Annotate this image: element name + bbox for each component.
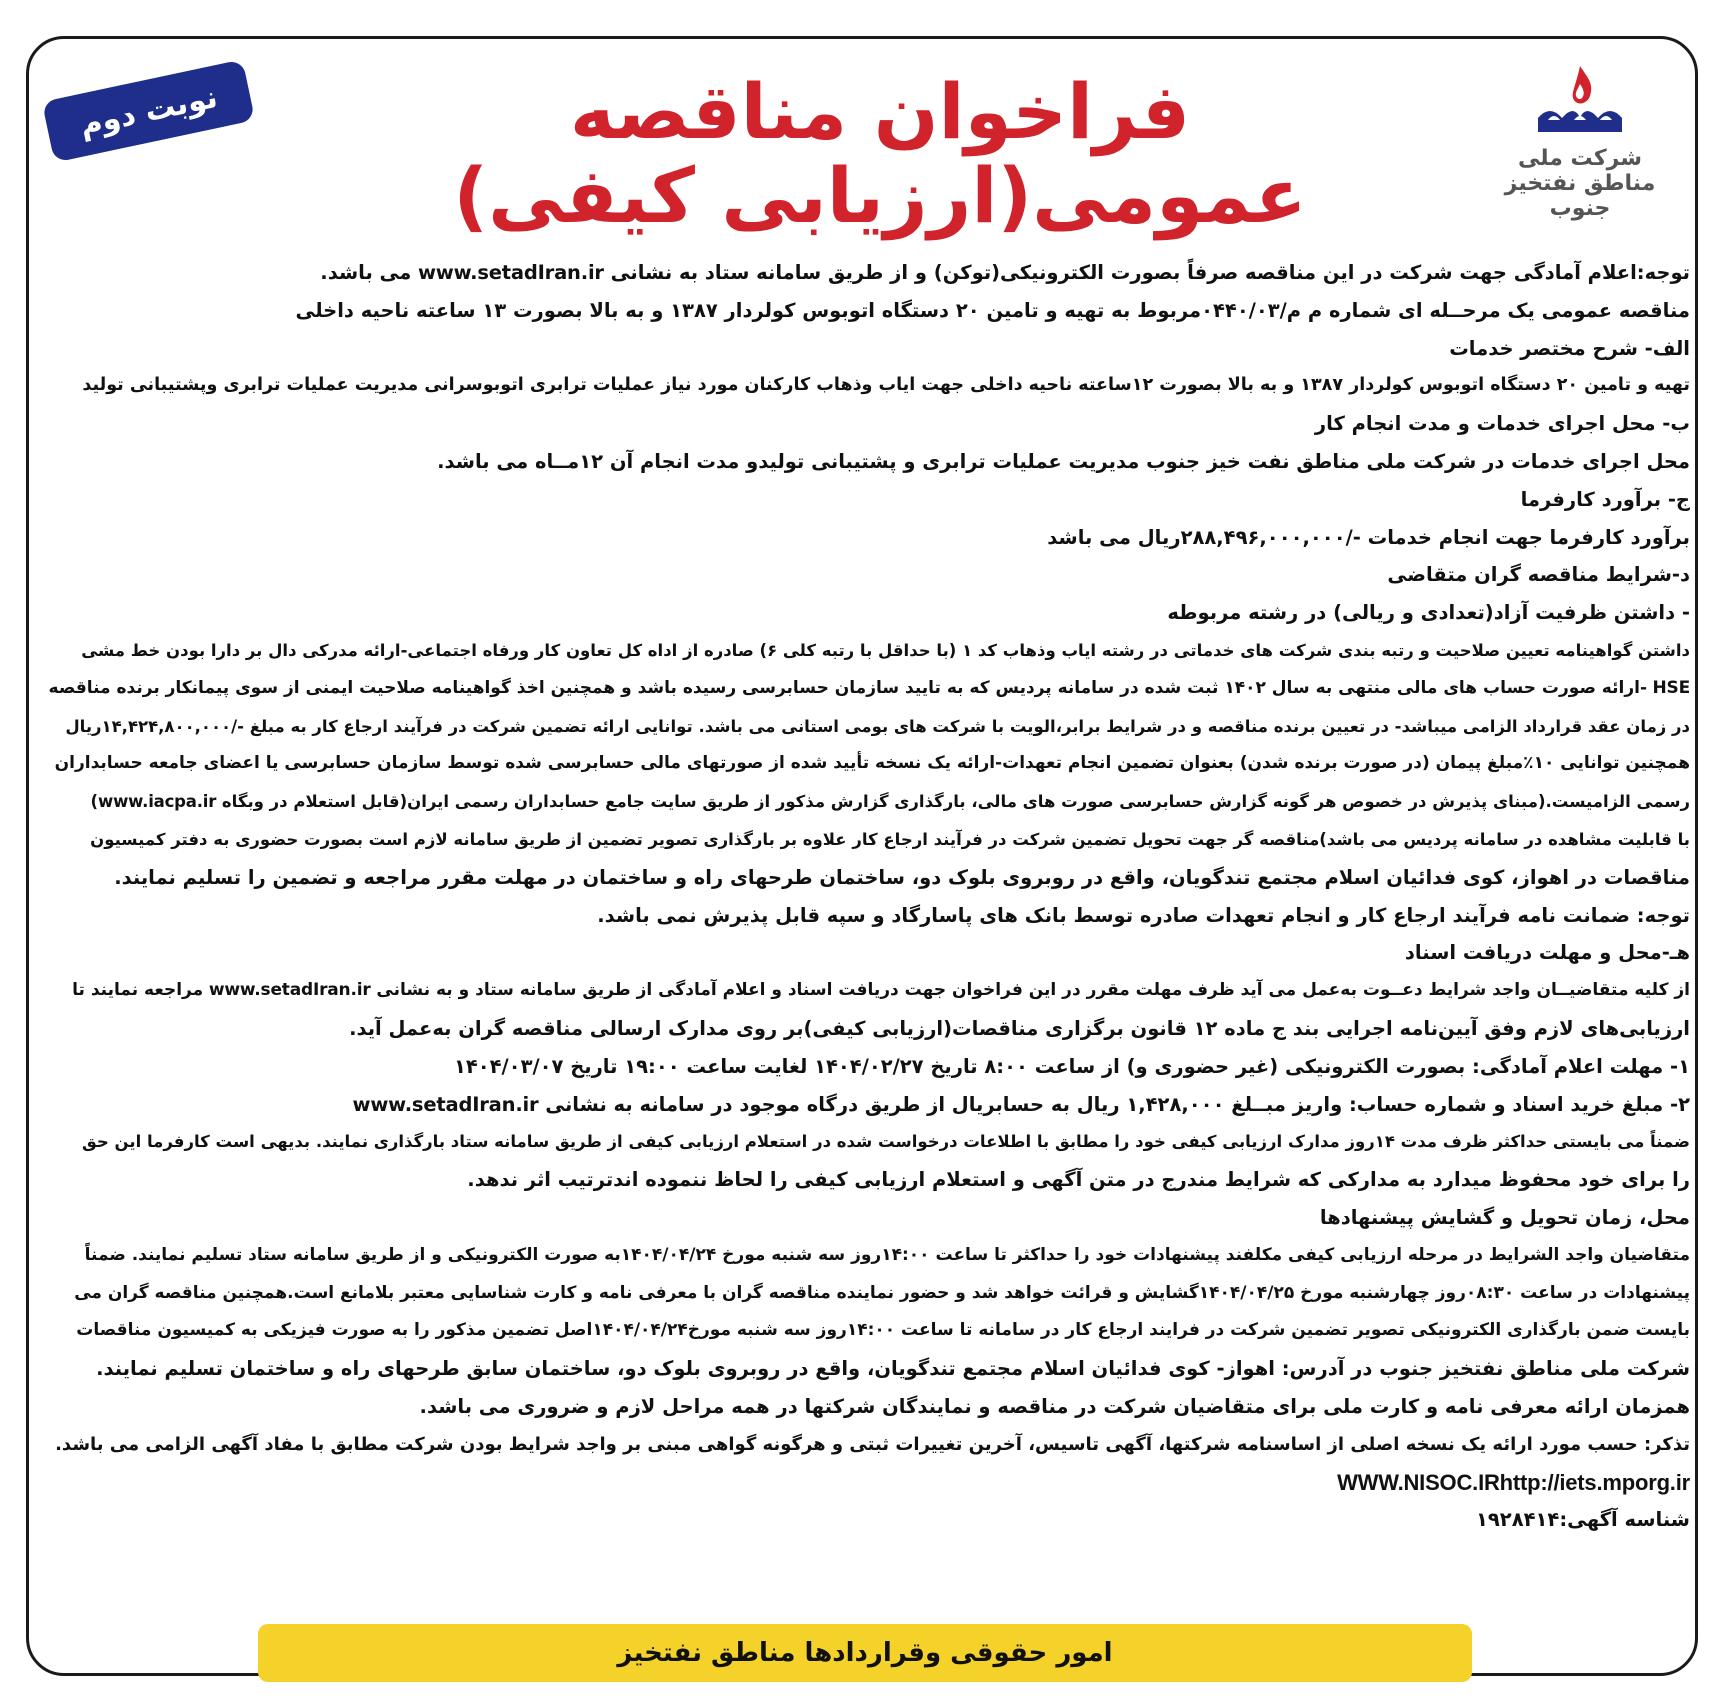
body-line: - داشتن ظرفیت آزاد(تعدادی و ریالی) در رشته مربوطه xyxy=(1167,601,1690,625)
body-line: در زمان عقد قرارداد الزامی میباشد- در تعیین برنده مناقصه و در شرایط برابر،الویت با شرکت های بومی استانی می باشد. توانایی ارائه تضمین شرکت در فرآیند ارجاع کار به مبلغ -/۱۴,۴۲۴,۸۰۰,۰۰۰ریال xyxy=(65,716,1690,736)
footer-banner: امور حقوقی وقراردادها مناطق نفتخیز xyxy=(258,1624,1472,1682)
body-line: همچنین توانایی ۱۰٪مبلغ پیمان (در صورت برنده شدن) بعنوان تضمین انجام تعهدات-ارائه یک نسخه تأیید شده از صورتهای مالی حسابرسی شده توسط سازمان حسابرسی یا اعضای جامعه حسابداران xyxy=(54,753,1690,774)
body-line: مناقصات در اهواز، کوی فدائیان اسلام مجتمع تندگویان، واقع در روبروی بلوک دو، ساختمان طرحهای راه و ساختمان در مهلت مقرر مراجعه و تضمین را تسلیم نمایند. xyxy=(114,865,1690,889)
body-line: متقاضیان واجد الشرایط در مرحله ارزیابی کیفی مکلفند پیشنهادات خود را حداکثر تا ساعت ۱۴:۰۰روز سه شنبه مورخ ۱۴۰۴/۰۴/۲۴به صورت الکترونیکی و از طریق سامانه ستاد تسلیم نمایند. ضمناً xyxy=(84,1244,1690,1265)
body-line: ارزیابی‌های لازم وفق آیین‌نامه اجرایی بند ج ماده ۱۲ قانون برگزاری مناقصات(ارزیابی کیفی)بر روی مدارک ارسالی مناقصه گران به‌عمل آید. xyxy=(349,1016,1690,1040)
website-links[interactable]: WWW.NISOC.IRhttp://iets.mporg.ir xyxy=(1337,1469,1690,1495)
body-line: ضمناً می بایستی حداکثر ظرف مدت ۱۴روز مدارک ارزیابی کیفی خود را مطابق با اطلاعات درخواست شده در استعلام ارزیابی کیفی از طریق سامانه ستاد بارگذاری نمایند. بدیهی است کارفرما این حق xyxy=(82,1132,1690,1152)
body-line: را برای خود محفوظ میدارد به مدارکی که شرایط مندرج در متن آگهی و استعلام ارزیابی کیفی را لحاظ ننموده اندترتیب اثر ندهد. xyxy=(467,1168,1690,1192)
body-line: داشتن گواهینامه تعیین صلاحیت و رتبه بندی شرکت های خدماتی در رشته ایاب وذهاب کد ۱ (با حداقل با رتبه کلی ۶) صادره از اداه کل تعاون کار ورفاه اجتماعی-ارائه مدرکی دال بر دارا بودن خط مشی xyxy=(81,640,1690,660)
body-line: ۱- مهلت اعلام آمادگی: بصورت الکترونیکی (غیر حضوری و) از ساعت ۸:۰۰ تاریخ ۱۴۰۴/۰۲/۲۷ لغایت ساعت ۱۹:۰۰ تاریخ ۱۴۰۴/۰۳/۰۷ xyxy=(453,1054,1690,1078)
body-line: محل اجرای خدمات در شرکت ملی مناطق نفت خیز جنوب مدیریت عملیات ترابری و پشتیبانی تولیدو مدت انجام آن ۱۲مــاه می باشد. xyxy=(437,449,1690,473)
body-line: همزمان ارائه معرفی نامه و کارت ملی برای متقاضیان شرکت در مناقصه و نمایندگان شرکتها در همه مراحل لازم و ضروری می باشد. xyxy=(419,1394,1690,1418)
logo-org-line2: مناطق نفتخیز جنوب xyxy=(1504,171,1656,221)
body-line: با قابلیت مشاهده در سامانه پردیس می باشد)مناقصه گر جهت تحویل تضمین شرکت در فرآیند ارجاع کار علاوه بر بارگذاری تصویر تضمین از طریق سامانه لازم است بصورت حضوری به دفتر کمیسیون xyxy=(90,829,1690,849)
body-line: ۲- مبلغ خرید اسناد و شماره حساب: واریز مبــلغ ۱,۴۲۸,۰۰۰ ریال به حسابریال از طریق درگاه موجود در سامانه به نشانی www.setadIran.ir xyxy=(352,1092,1690,1116)
company-logo xyxy=(1500,62,1660,221)
page-title: فراخوان مناقصه عمومی(ارزیابی کیفی) xyxy=(453,67,1307,240)
logo-org-line1: شرکت ملی xyxy=(1518,146,1642,171)
body-line: توجه: ضمانت نامه فرآیند ارجاع کار و انجام تعهدات صادره توسط بانک های پاسارگاد و سپه قابل پذیرش نمی باشد. xyxy=(597,903,1690,927)
body-line: HSE -ارائه صورت حساب های مالی منتهی به سال ۱۴۰۲ ثبت شده در سامانه پردیس که به تایید سازمان حسابرسی رسیده باشد و همچنین اخذ گواهینامه صلاحیت ایمنی از سوی پیمانکار برنده مناقصه xyxy=(48,677,1690,698)
body-line: محل، زمان تحویل و گشایش پیشنهادها xyxy=(1319,1205,1690,1229)
body-line: الف- شرح مختصر خدمات xyxy=(1449,336,1690,360)
body-line: مناقصه عمومی یک مرحــله ای شماره م م/۰۴۴۰/۰۳مربوط به تهیه و تامین ۲۰ دستگاه اتوبوس کولردار ۱۳۸۷ و به بالا بصورت ۱۳ ساعته ناحیه داخلی xyxy=(295,298,1690,322)
body-line: هـ-محل و مهلت دریافت اسناد xyxy=(1404,941,1690,965)
body-line: د-شرایط مناقصه گران متقاضی xyxy=(1387,563,1690,587)
body-line: ب- محل اجرای خدمات و مدت انجام کار xyxy=(1314,412,1690,436)
body-line: توجه:اعلام آمادگی جهت شرکت در این مناقصه صرفاً بصورت الکترونیکی(توکن) و از طریق سامانه ستاد به نشانی www.setadIran.ir می باشد. xyxy=(320,261,1690,284)
body-line: از کلیه متقاضیــان واجد شرایط دعــوت به‌عمل می آید ظرف مهلت مقرر در این فراخوان جهت دریافت اسناد و اعلام آمادگی از طریق سامانه ستاد و به نشانی www.setadIran.ir مراجعه نمایند تا xyxy=(72,980,1690,1001)
notice-body xyxy=(48,254,1690,1539)
notice-id: شناسه آگهی:۱۹۲۸۴۱۴ xyxy=(1475,1508,1690,1532)
second-round-badge: نوبت دوم xyxy=(42,59,255,162)
body-line: رسمی الزامیست.(مبنای پذیرش در خصوص هر گونه گزارش حسابرسی صورت های مالی، بارگذاری گزارش مذکور از طریق سایت جامع حسابداران رسمی ایران(قابل استعلام در وبگاه www.iacpa.ir) xyxy=(90,792,1690,812)
body-line: ج- برآورد کارفرما xyxy=(1520,487,1690,511)
body-line: بایست ضمن بارگذاری الکترونیکی تصویر تضمین شرکت در فرایند ارجاع کار در سامانه تا ساعت ۱۴:۰۰روز سه شنبه مورخ۱۴۰۴/۰۴/۲۴اصل تضمین مذکور را به صورت فیزیکی به کمیسیون مناقصات xyxy=(76,1320,1690,1341)
body-line: پیشنهادات در ساعت ۰۸:۳۰روز چهارشنبه مورخ ۱۴۰۴/۰۴/۲۵گشایش و قرائت خواهد شد و حضور نماینده مناقصه گران با معرفی نامه و کارت شناسایی معتبر بلامانع است.همچنین مناقصه گران می xyxy=(74,1282,1690,1303)
body-line: تذکر: حسب مورد ارائه یک نسخه اصلی از اساسنامه شرکتها، آگهی تاسیس، آخرین تغییرات ثبتی و هرگونه گواهی مبنی بر واجد شرایط بودن شرکت مطابق با مفاد آگهی الزامی می باشد. xyxy=(55,1433,1690,1455)
body-line: شرکت ملی مناطق نفتخیز جنوب در آدرس: اهواز- کوی فدائیان اسلام مجتمع تندگویان، واقع در روبروی بلوک دو، ساختمان سابق طرحهای راه و ساختمان تسلیم نمایند. xyxy=(96,1357,1690,1381)
body-line: برآورد کارفرما جهت انجام خدمات -/۲۸۸,۴۹۶,۰۰۰,۰۰۰ریال می باشد xyxy=(1047,525,1690,549)
body-line: تهیه و تامین ۲۰ دستگاه اتوبوس کولردار ۱۳۸۷ و به بالا بصورت ۱۲ساعته ناحیه داخلی جهت ایاب وذهاب کارکنان مورد نیاز عملیات ترابری اتوبوسرانی مدیریت عملیات ترابری وپشتیبانی تولید xyxy=(82,375,1690,396)
nisoc-flame-logo-icon xyxy=(1530,62,1630,142)
